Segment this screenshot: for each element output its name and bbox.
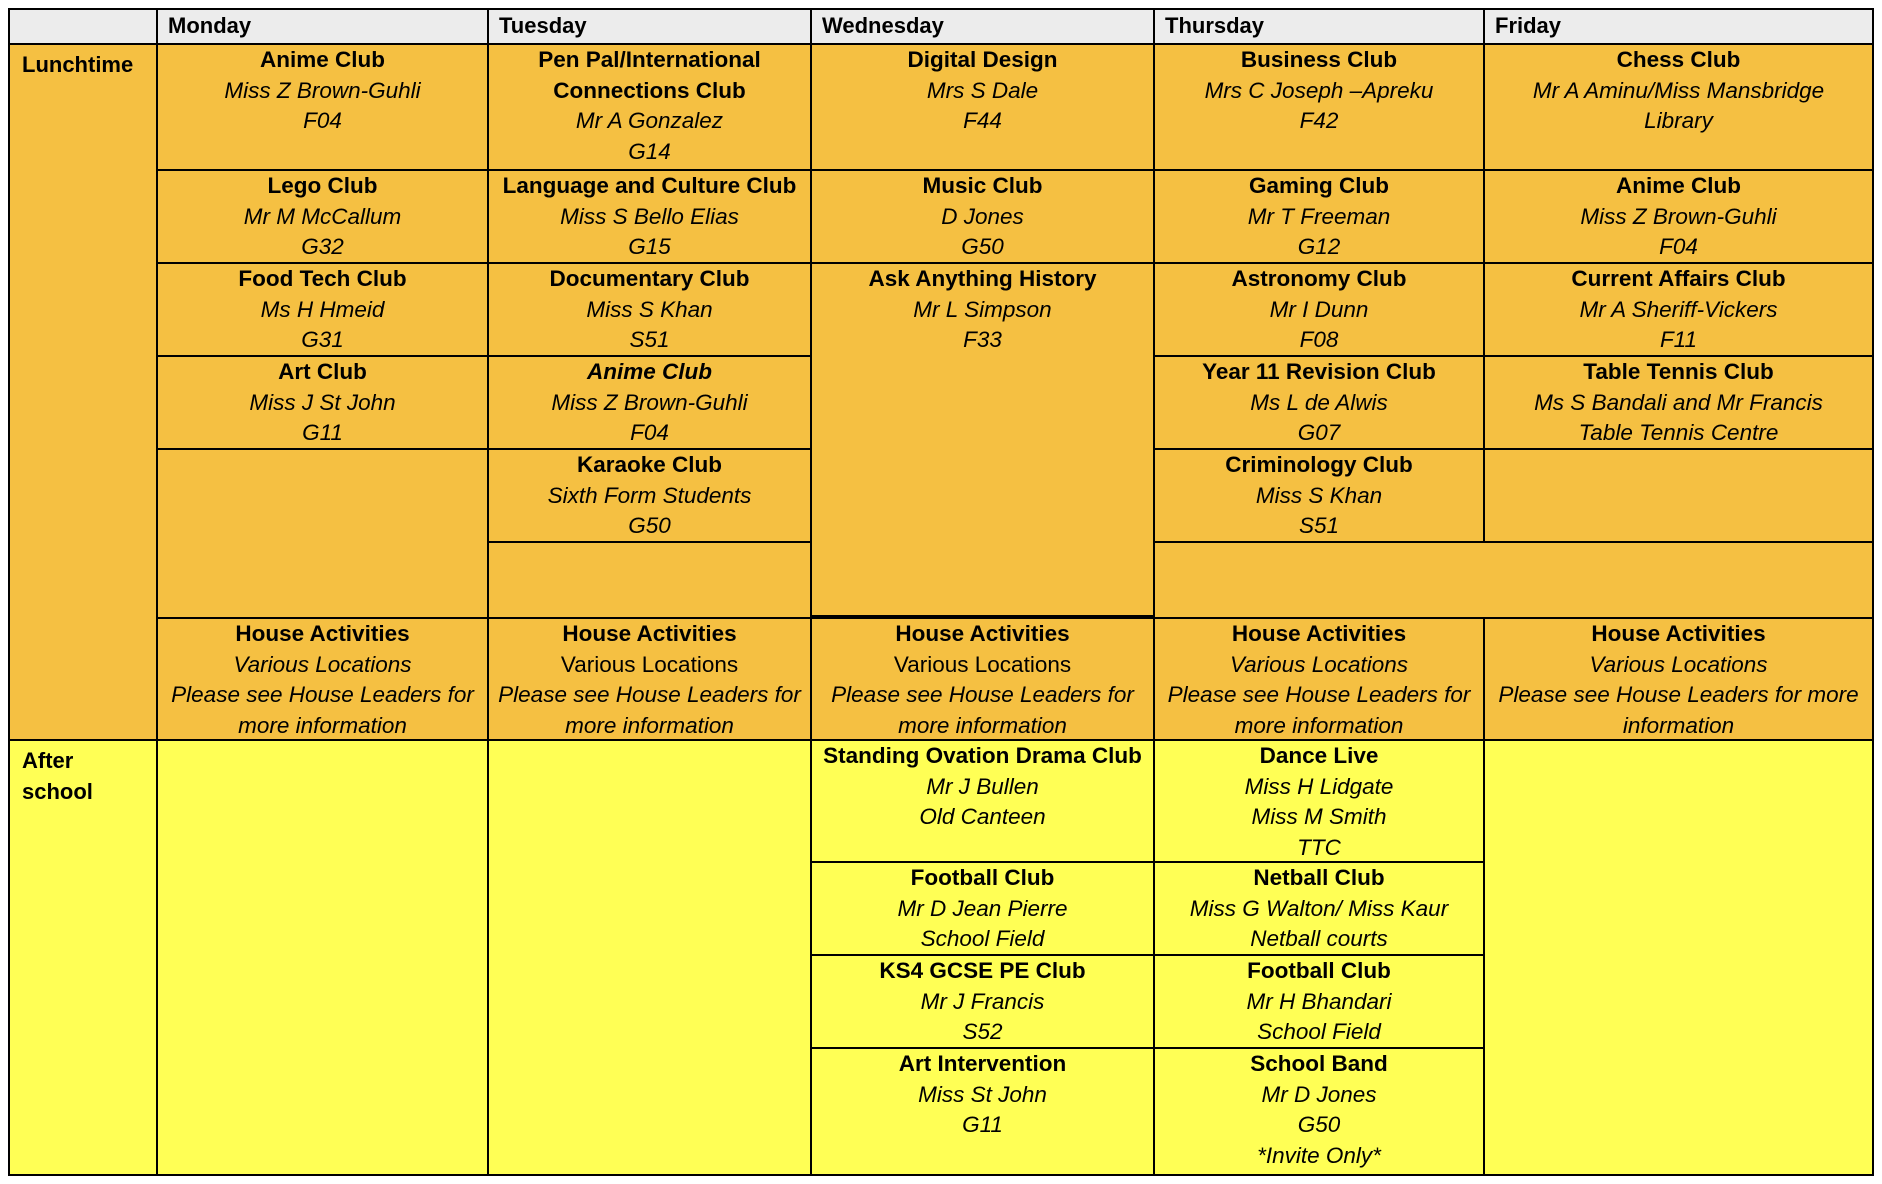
club-detail: F08 (1299, 327, 1339, 352)
club-detail: Miss S Bello Elias (560, 203, 739, 229)
club-detail: Mrs S Dale (926, 77, 1039, 103)
club-detail: Miss H Lidgate (1244, 773, 1394, 799)
club-cell-wednesday-music-club (810, 169, 1155, 264)
club-detail: *Invite Only* (1257, 1142, 1381, 1168)
club-detail: F33 (963, 327, 1002, 352)
club-detail: Please see House Leaders for (498, 682, 801, 707)
club-detail: Mr H Bhandari (1246, 988, 1392, 1014)
club-cell-friday-chess-club (1483, 43, 1874, 171)
club-detail: Miss Z Brown-Guhli (1580, 203, 1777, 229)
club-detail: Various Locations (893, 651, 1072, 677)
club-detail: Miss St John (918, 1081, 1047, 1107)
club-detail: Mr I Dunn (1269, 296, 1369, 322)
club-detail: Please see House Leaders for (831, 682, 1134, 707)
club-name: Art Intervention (898, 1051, 1067, 1076)
club-name: Standing Ovation Drama Club (823, 743, 1142, 768)
club-cell-monday-art-club (156, 355, 489, 450)
club-name: Football Club (910, 865, 1055, 890)
club-detail: Mr J Francis (920, 988, 1045, 1014)
club-detail: Miss Z Brown-Guhli (224, 77, 421, 103)
club-cell-wednesday-standing-ovation-drama-club (810, 739, 1155, 863)
club-detail: Various Locations (1589, 651, 1768, 677)
club-detail: more information (1234, 712, 1404, 738)
club-name: Astronomy Club (1231, 266, 1407, 291)
club-name: Documentary Club (549, 266, 750, 291)
club-name: Pen Pal/International (538, 47, 761, 72)
club-cell-thursday-year-11-revision-club (1153, 355, 1485, 450)
club-cell-thursday-school-band (1153, 1047, 1485, 1176)
club-name: Netball Club (1253, 865, 1385, 890)
club-detail: Library (1644, 108, 1713, 133)
club-detail: Mr T Freeman (1247, 203, 1391, 229)
club-detail: F04 (630, 420, 669, 445)
club-detail: Various Locations (233, 651, 412, 677)
club-detail: Mr A Gonzalez (575, 108, 724, 133)
club-cell-thursday-business-club (1153, 43, 1485, 171)
club-cell-friday-table-tennis-club (1483, 355, 1874, 450)
empty-cell-monday-lunchtime (156, 448, 489, 619)
club-detail: Mr M McCallum (243, 203, 402, 229)
club-detail: Netball courts (1250, 926, 1388, 951)
club-cell-tuesday-house-activities (487, 617, 812, 741)
row-label-lunchtime: Lunchtime (8, 43, 158, 741)
club-cell-thursday-house-activities (1153, 617, 1485, 741)
club-detail: Mr A Sheriff-Vickers (1579, 296, 1778, 322)
club-detail: Mr J Bullen (926, 773, 1039, 799)
club-detail: School Field (1257, 1019, 1381, 1044)
club-detail: D Jones (941, 203, 1024, 229)
club-cell-monday-lego-club (156, 169, 489, 264)
club-name: House Activities (1591, 621, 1766, 646)
club-detail: Ms S Bandali and Mr Francis (1534, 389, 1823, 415)
club-name: Dance Live (1259, 743, 1379, 768)
day-header-friday: Friday (1483, 8, 1874, 45)
club-detail: G12 (1297, 234, 1341, 259)
club-cell-wednesday-digital-design (810, 43, 1155, 171)
club-name: Gaming Club (1249, 173, 1389, 198)
club-cell-thursday-netball-club (1153, 861, 1485, 956)
empty-cell-friday-after-school (1483, 739, 1874, 1176)
club-detail: Table Tennis Centre (1578, 420, 1779, 445)
club-name: Anime Club (586, 359, 712, 384)
club-detail: G14 (628, 138, 671, 164)
club-detail: G11 (962, 1112, 1003, 1137)
club-detail: Miss G Walton/ Miss Kaur (1189, 895, 1449, 921)
club-detail: G50 (628, 513, 671, 538)
club-detail: Mr A Aminu/Miss Mansbridge (1532, 77, 1825, 103)
club-cell-tuesday-documentary-club (487, 262, 812, 357)
club-cell-thursday-dance-live (1153, 739, 1485, 863)
club-detail: Various Locations (560, 651, 739, 677)
club-detail: Miss S Khan (1255, 482, 1383, 508)
club-detail: more information (238, 712, 407, 738)
club-name: KS4 GCSE PE Club (879, 958, 1086, 983)
club-cell-thursday-gaming-club (1153, 169, 1485, 264)
club-detail: G32 (301, 234, 344, 259)
club-name: Criminology Club (1225, 452, 1413, 477)
club-cell-friday-current-affairs-club (1483, 262, 1874, 357)
club-detail: Please see House Leaders for (171, 682, 474, 707)
empty-cell-tuesday-lunchtime (487, 541, 812, 619)
club-detail: F04 (303, 108, 342, 133)
club-detail: G07 (1297, 420, 1341, 445)
club-name: House Activities (562, 621, 737, 646)
club-detail: S51 (1298, 513, 1340, 538)
club-detail: Mr L Simpson (913, 296, 1052, 322)
club-cell-tuesday-anime-club (487, 355, 812, 450)
club-name: Karaoke Club (576, 452, 723, 477)
club-cell-thursday-criminology-club (1153, 448, 1485, 543)
club-detail: more information (898, 712, 1067, 738)
club-name: Anime Club (1615, 173, 1741, 198)
club-detail: Ms H Hmeid (260, 296, 385, 322)
club-name: School Band (1250, 1051, 1388, 1076)
club-detail: Ms L de Alwis (1250, 389, 1388, 415)
club-cell-monday-anime-club (156, 43, 489, 171)
day-header-monday: Monday (156, 8, 489, 45)
empty-cell-friday-lunchtime (1483, 448, 1874, 543)
club-name: Language and Culture Club (502, 173, 797, 198)
club-name: Chess Club (1616, 47, 1741, 72)
club-name: Anime Club (259, 47, 385, 72)
club-detail: Old Canteen (919, 804, 1046, 829)
club-name: Ask Anything History (868, 266, 1097, 291)
club-detail: Miss M Smith (1251, 804, 1387, 829)
club-detail: S51 (629, 327, 670, 352)
club-cell-wednesday-ask-anything-history (810, 262, 1155, 617)
club-detail: G50 (961, 234, 1004, 259)
club-detail: Various Locations (1229, 651, 1409, 677)
club-detail: Miss S Khan (586, 296, 713, 322)
club-name: Current Affairs Club (1571, 266, 1786, 291)
day-header-thursday: Thursday (1153, 8, 1485, 45)
club-detail: Miss J St John (249, 389, 396, 415)
club-cell-tuesday-pen-pal-international (487, 43, 812, 171)
club-name: Connections Club (553, 77, 746, 103)
club-cell-thursday-astronomy-club (1153, 262, 1485, 357)
club-name: Lego Club (267, 173, 378, 198)
club-detail: G11 (302, 420, 343, 445)
club-detail: F04 (1659, 234, 1698, 259)
club-name: House Activities (235, 621, 410, 646)
club-cell-tuesday-language-and-culture-club (487, 169, 812, 264)
club-cell-wednesday-ks4-gcse-pe-club (810, 954, 1155, 1049)
empty-cell-monday-after-school (156, 739, 489, 1176)
club-detail: School Field (920, 926, 1045, 951)
club-cell-thursday-football-club (1153, 954, 1485, 1049)
club-name: Business Club (1240, 47, 1398, 72)
club-cell-monday-house-activities (156, 617, 489, 741)
club-cell-wednesday-art-intervention (810, 1047, 1155, 1176)
club-name: Music Club (922, 173, 1043, 198)
club-detail: F11 (1659, 327, 1698, 352)
club-detail: Mrs C Joseph –Apreku (1204, 77, 1434, 103)
club-cell-friday-anime-club (1483, 169, 1874, 264)
club-cell-friday-house-activities (1483, 617, 1874, 741)
club-detail: Mr D Jones (1261, 1081, 1377, 1107)
club-detail: TTC (1297, 834, 1341, 860)
club-cell-wednesday-football-club (810, 861, 1155, 956)
club-name: Art Club (278, 359, 367, 384)
club-name: Digital Design (907, 47, 1058, 72)
club-detail: Mr D Jean Pierre (897, 895, 1068, 921)
club-detail: S52 (962, 1019, 1003, 1044)
club-name: House Activities (895, 621, 1070, 646)
club-detail: Please see House Leaders for (1167, 682, 1471, 707)
club-detail: information (1622, 712, 1735, 738)
day-header-tuesday: Tuesday (487, 8, 812, 45)
club-detail: Miss Z Brown-Guhli (551, 389, 748, 415)
club-name: Year 11 Revision Club (1202, 359, 1436, 384)
club-detail: Please see House Leaders for more (1498, 682, 1859, 707)
club-name: Table Tennis Club (1583, 359, 1774, 384)
corner-header-cell (8, 8, 158, 45)
club-cell-monday-food-tech-club (156, 262, 489, 357)
day-header-wednesday: Wednesday (810, 8, 1155, 45)
club-detail: F42 (1299, 108, 1339, 133)
club-name: Food Tech Club (238, 266, 407, 291)
empty-cell-tuesday-after-school (487, 739, 812, 1176)
row-label-after-school: After school (8, 739, 158, 1176)
club-cell-tuesday-karaoke-club (487, 448, 812, 543)
club-detail: F44 (963, 108, 1002, 133)
club-name: Football Club (1247, 958, 1391, 983)
club-detail: G31 (301, 327, 344, 352)
club-detail: G50 (1297, 1112, 1341, 1137)
club-detail: G15 (628, 234, 671, 259)
club-detail: more information (565, 712, 734, 738)
club-cell-wednesday-house-activities (810, 617, 1155, 741)
club-name: House Activities (1231, 621, 1407, 646)
empty-cell-thursday-lunchtime (1153, 541, 1874, 619)
club-detail: Sixth Form Students (547, 482, 752, 508)
